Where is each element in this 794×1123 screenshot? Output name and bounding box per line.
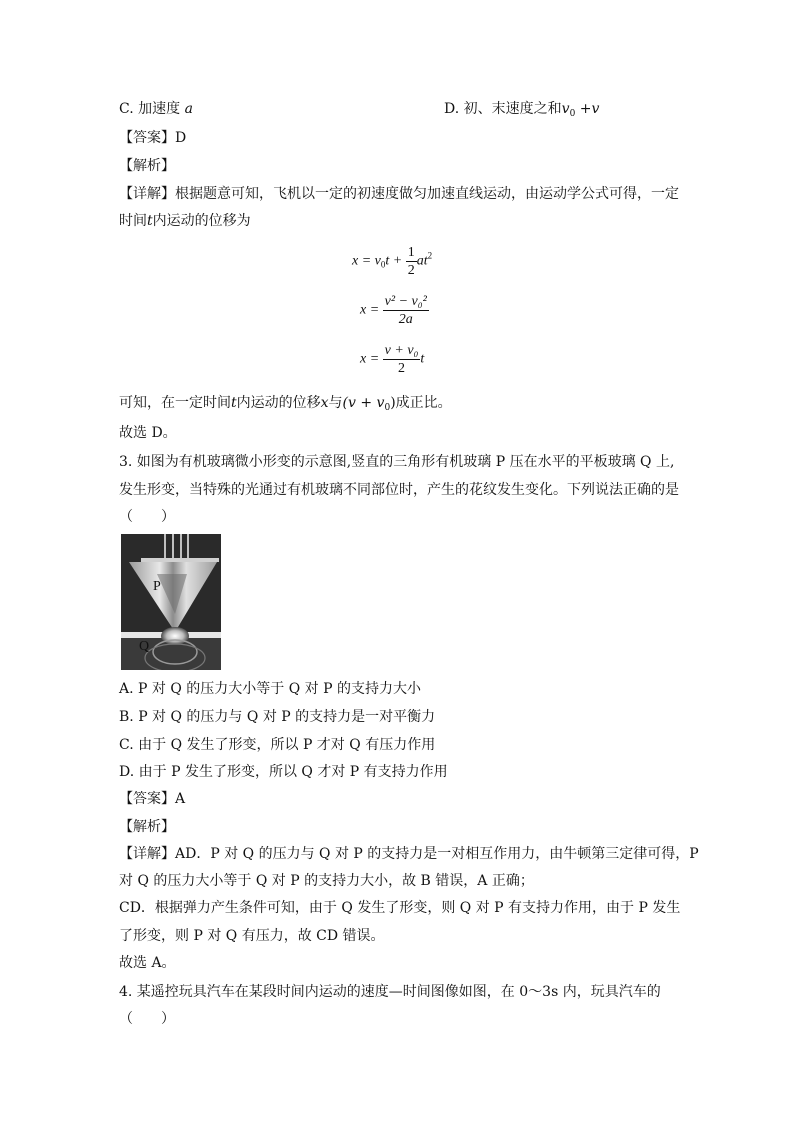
figure-label-q: Q [139,639,150,654]
q2-detail-line1: 【详解】根据题意可知，飞机以一定的初速度做匀加速直线运动，由运动学公式可得，一定 [119,186,679,202]
formula-displacement-1: $x = v_0t$ + $\frac{1}{2}$ $at^2$ [352,245,433,278]
option-c-prev: C. 加速度 a [119,101,193,117]
q3-detail-line4: 了形变，则 P 对 Q 有压力，故 CD 错误。 [119,928,385,944]
formula-displacement-3: x = $\frac{\text{v + v₀}}{2}$ t [360,343,425,376]
q3-option-a: A. P 对 Q 的压力大小等于 Q 对 P 的支持力大小 [119,681,421,697]
q2-answer: 【答案】D [119,130,187,146]
q3-stem-line3: （ ） [119,509,175,525]
q3-answer: 【答案】A [119,791,186,807]
q2-choose: 故选 D。 [119,425,177,441]
q3-option-b: B. P 对 Q 的压力与 Q 对 P 的支持力是一对平衡力 [119,709,436,725]
q4-stem-line1: 4. 某遥控玩具汽车在某段时间内运动的速度—时间图像如图，在 0～3s 内，玩具汽车的 [119,984,661,1000]
q3-detail-line3: CD．根据弹力产生条件可知，由于 Q 发生了形变，则 Q 对 P 有支持力作用，由于 P 发生 [119,900,681,916]
q2-analysis-heading: 【解析】 [119,158,175,174]
q3-option-d: D. 由于 P 发生了形变，所以 Q 才对 P 有支持力作用 [119,764,448,780]
q3-option-c: C. 由于 Q 发生了形变，所以 P 才对 Q 有压力作用 [119,737,436,753]
q3-stem-line1: 3. 如图为有机玻璃微小形变的示意图,竖直的三角形有机玻璃 P 压在水平的平板玻璃 Q 上, [119,454,675,470]
q4-stem-line2: （ ） [119,1011,175,1027]
q3-stem-line2: 发生形变，当特殊的光通过有机玻璃不同部位时，产生的花纹发生变化。下列说法正确的是 [119,482,679,498]
q3-choose: 故选 A。 [119,955,176,971]
q3-detail-line2: 对 Q 的压力大小等于 Q 对 P 的支持力大小，故 B 错误，A 正确； [119,873,534,889]
photoelasticity-figure [121,534,221,670]
q3-analysis-heading: 【解析】 [119,819,175,835]
formula-displacement-2: x = $\frac{\text{v² − v₀²}}{2a}$ [360,294,427,327]
q2-detail-line2: 时间t内运动的位移为 [119,213,251,229]
option-d-prev: D. 初、末速度之和$v_0 +v$ [444,101,600,119]
q2-conclusion: 可知，在一定时间t内运动的位移x与$(v + v_0)$成正比。 [119,395,452,413]
q3-detail-line1: 【详解】AD．P 对 Q 的压力与 Q 对 P 的支持力是一对相互作用力，由牛顿第三定律可得，P [119,846,699,862]
figure-label-p: P [153,579,161,594]
